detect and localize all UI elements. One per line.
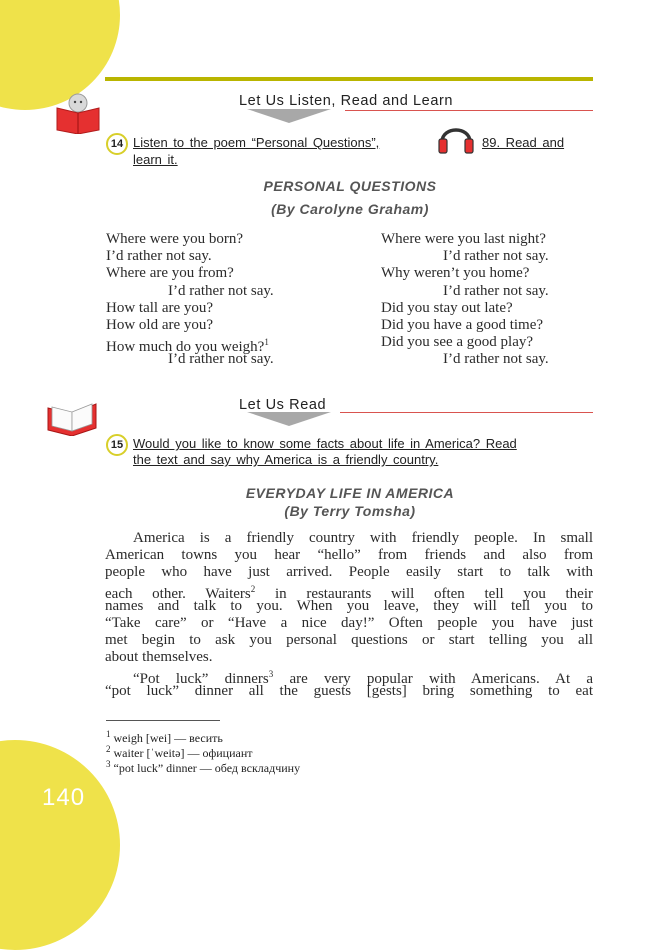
poem-line: I’d rather not say. bbox=[443, 283, 549, 299]
article-line: people who have just arrived. People easily start to talk with bbox=[105, 564, 593, 580]
poem-line: I’d rather not say. bbox=[443, 248, 549, 264]
footnote-marker: 3 bbox=[268, 669, 274, 679]
section-heading-listen-read-learn: Let Us Listen, Read and Learn bbox=[239, 93, 454, 109]
article-line: “pot luck” dinner all the guests [gests] bring something to eat bbox=[105, 683, 593, 699]
poem-title: PERSONAL QUESTIONS bbox=[263, 178, 437, 194]
task-14-part1: Listen to the poem “Personal Questions”, bbox=[133, 135, 380, 150]
poem-line: How old are you? bbox=[106, 317, 214, 333]
article-line: America is a friendly country with friendly people. In small bbox=[133, 530, 593, 546]
poem-line: Where are you from? bbox=[106, 265, 234, 281]
article-text: each other. bbox=[105, 586, 186, 602]
section-red-rule bbox=[345, 110, 593, 111]
poem-line: Why weren’t you home? bbox=[381, 265, 530, 281]
poem-line: Did you see a good play? bbox=[381, 334, 534, 350]
footnote-text: “pot luck” dinner — обед вскладчину bbox=[113, 761, 301, 775]
article-author: (By Terry Tomsha) bbox=[284, 503, 416, 519]
article-line: names and talk to you. When you leave, they will tell you to bbox=[105, 598, 593, 614]
article-text: are very popular with Americans. At a bbox=[289, 671, 594, 687]
poem-line: Where were you born? bbox=[106, 231, 244, 247]
section-red-rule bbox=[340, 412, 593, 413]
reading-book-icon bbox=[54, 92, 102, 139]
article-line: met begin to ask you personal questions or start telling you all bbox=[105, 632, 593, 648]
footnote-mark: 1 bbox=[106, 729, 111, 739]
task-15-line1: Would you like to know some facts about life in America? Read bbox=[133, 436, 517, 451]
poem-line: How tall are you? bbox=[106, 300, 214, 316]
headphones-icon[interactable] bbox=[437, 118, 475, 161]
open-book-icon bbox=[46, 398, 98, 441]
task-14-part2: learn it. bbox=[133, 152, 178, 167]
poem-line: Did you stay out late? bbox=[381, 300, 513, 316]
section-arrow bbox=[247, 412, 331, 426]
article-text: in restaurants will often tell you their bbox=[274, 586, 594, 602]
poem-line: I’d rather not say. bbox=[443, 351, 549, 367]
task-number-badge: 15 bbox=[106, 434, 128, 456]
poem-line: I’d rather not say. bbox=[168, 351, 274, 367]
decorative-circle-bottom bbox=[0, 740, 120, 950]
footnote bbox=[106, 757, 300, 775]
article-title: EVERYDAY LIFE IN AMERICA bbox=[245, 485, 455, 501]
footnote-marker: 1 bbox=[264, 337, 269, 347]
task-15-line2: the text and say why America is a friendly country. bbox=[133, 452, 439, 467]
footnote-marker: 2 bbox=[250, 584, 256, 594]
footnote-text: waiter [ˈweitə] — официант bbox=[113, 746, 253, 760]
poem-line: I’d rather not say. bbox=[106, 248, 212, 264]
poem-author: (By Carolyne Graham) bbox=[271, 201, 429, 217]
poem-line: Where were you last night? bbox=[381, 231, 546, 247]
footnote-rule bbox=[106, 720, 220, 721]
task-14-text bbox=[133, 135, 379, 151]
footnote-text: weigh [wei] — весить bbox=[113, 731, 223, 745]
article-line: “Take care” or “Have a nice day!” Often people you have just bbox=[105, 615, 593, 631]
article-line: about themselves. bbox=[105, 649, 213, 665]
poem-line: Did you have a good time? bbox=[381, 317, 544, 333]
poem-line-text: How much do you weigh? bbox=[106, 339, 265, 355]
section-arrow bbox=[247, 109, 331, 123]
footnote-mark: 2 bbox=[106, 744, 111, 754]
article-line: American towns you hear “hello” from friends and also from bbox=[105, 547, 593, 563]
task-number-badge: 14 bbox=[106, 133, 128, 155]
article-text: “Pot luck” dinners bbox=[133, 671, 269, 687]
section-heading-let-us-read: Let Us Read bbox=[239, 397, 327, 413]
article-text: Waiters bbox=[205, 586, 251, 602]
page-number: 140 bbox=[42, 784, 86, 811]
poem-line: I’d rather not say. bbox=[168, 283, 274, 299]
task-14-track: 89. Read and bbox=[482, 135, 565, 150]
top-rule bbox=[105, 77, 593, 81]
footnote-mark: 3 bbox=[106, 759, 111, 769]
